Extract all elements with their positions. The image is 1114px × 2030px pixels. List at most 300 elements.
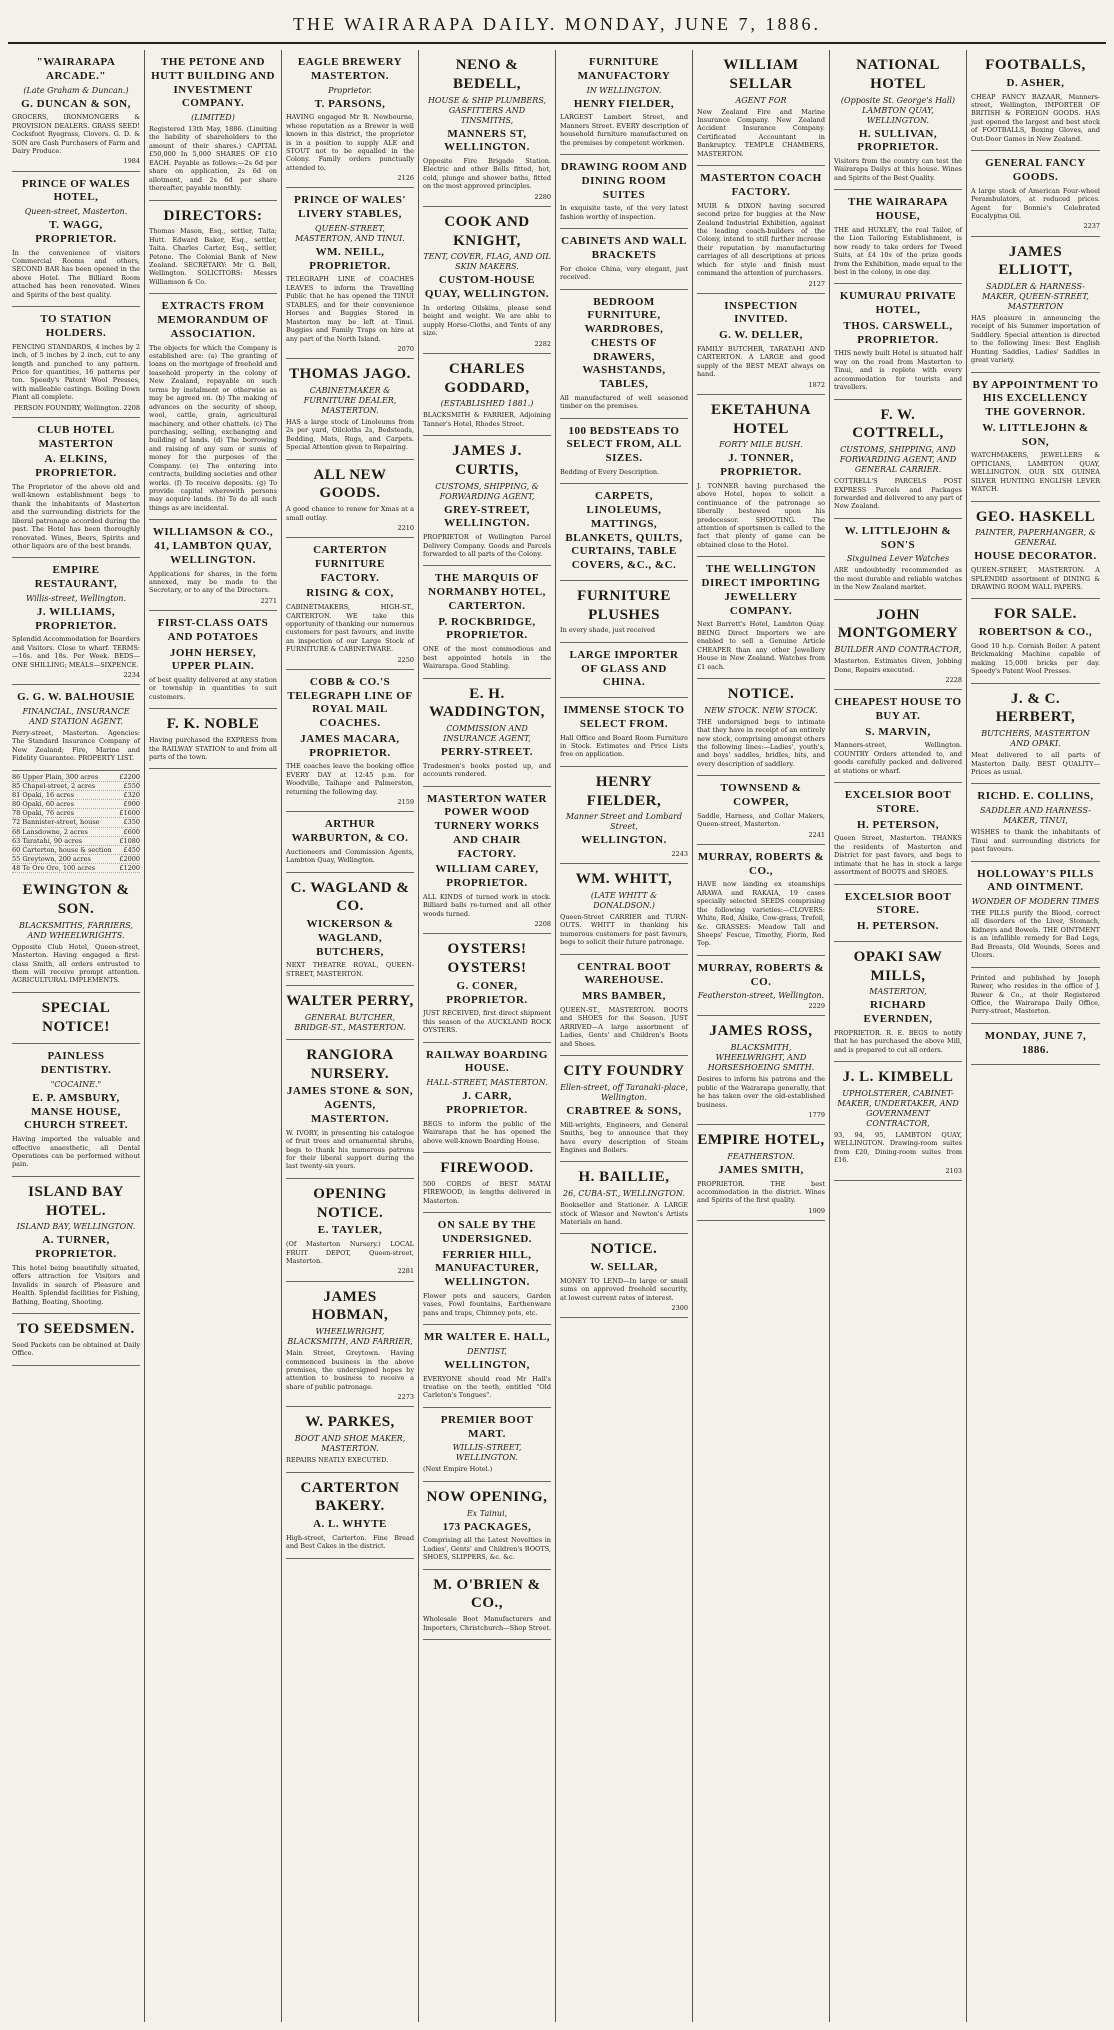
ad-body: Comprising all the Latest Novelties in Ladies', Gents' and Children's BOOTS, SHOES, SLIPPERS, &c. &c. [423, 1536, 551, 1562]
property-price: £1200 [119, 864, 140, 872]
property-item: 68 Lansdowne, 2 acres [12, 827, 88, 836]
advertisement [971, 1024, 1100, 1066]
newspaper-column [145, 50, 282, 2022]
ad-headline: INSPECTION INVITED. [724, 299, 798, 326]
ad-ref-number: 2237 [1083, 222, 1100, 231]
advertisement [971, 862, 1100, 968]
ad-body: Thomas Mason, Esq., settler, Taita; Hutt. Edward Baker, Esq., settler, Taita. Charles Carter, Esq., settler, Petone. The Colonial Bank of New Zealand. SECRETARY: Mr G. Bell, Wellington. SOLICITORS: Messrs Williamson & Co. [149, 227, 277, 286]
ad-name: WELLINGTON, [444, 1358, 530, 1371]
advertisement [149, 294, 277, 520]
property-item: 72 Bannister-street, house [12, 818, 100, 827]
ad-body: JUST RECEIVED, first direct shipment this season of the AUCKLAND ROCK OYSTERS. [423, 1009, 551, 1035]
ad-subheading: Manner Street and Lombard Street, [565, 812, 683, 832]
ad-body: Splendid Accommodation for Boarders and Visitors. Close to wharf. TERMS:—16s. and 18s. Per Week. BEDS—ONE SHILLING; MEALS—SIXPENCE. [12, 635, 140, 669]
ad-body: A good chance to renew for Xmas at a small outlay. [286, 505, 414, 522]
ad-headline: NOW OPENING, [426, 1488, 548, 1505]
ad-headline: CARTERTON FURNITURE FACTORY. [313, 544, 387, 584]
advertisement [834, 942, 962, 1062]
ad-subheading: (Opposite St. George's Hall) LAMBTON QUAY, WELLINGTON. [840, 95, 956, 125]
advertisement [423, 436, 551, 566]
ad-name: JAMES STONE & SON, AGENTS, MASTERTON. [286, 1085, 414, 1125]
ad-headline: W. PARKES, [305, 1414, 395, 1431]
ad-body: NEXT THEATRE ROYAL, QUEEN-STREET, MASTERTON. [286, 961, 414, 978]
advertisement [971, 784, 1100, 861]
advertisement [560, 229, 688, 289]
ad-headline: M. O'BRIEN & CO., [433, 1576, 541, 1612]
ad-headline: KUMURAU PRIVATE HOTEL, [839, 290, 957, 317]
property-item: 63 Taratahi, 90 acres [12, 836, 83, 845]
ad-name: 173 PACKAGES, [442, 1520, 532, 1533]
ad-name: E. P. AMSBURY, MANSE HOUSE, CHURCH STREET. [24, 1091, 128, 1132]
ad-subheading: SADDLER AND HARNESS-MAKER, TINUI, [980, 806, 1091, 826]
ad-body: EVERYONE should read Mr Hall's treatise on the teeth, entitled "Old Carleton's Tongues". [423, 1374, 551, 1400]
advertisement [971, 599, 1100, 683]
ad-body: of best quality delivered at any station or township in quantities to suit customers. [149, 676, 277, 701]
newspaper-column [8, 50, 145, 2022]
advertisement [149, 611, 277, 709]
ad-body: QUEEN-ST., MASTERTON. BOOTS and SHOES for the Season. JUST ARRIVED—A large assortment of Ladies, Gents' and Children's Boots and Shoes. [560, 1005, 688, 1048]
ad-body: ARE undoubtedly recommended as the most durable and reliable watches in the New Zealand market. [834, 566, 962, 592]
ad-name: WILLIAMSON & CO., 41, LAMBTON QUAY, WELLINGTON. [152, 526, 274, 566]
ad-body: W. IVORY, in presenting his catalogue of fruit trees and ornamental shrubs, begs to thank his numerous patrons for their liberal support during the last twenty-six years. [286, 1128, 414, 1171]
ad-headline: E. H. WADDINGTON, [429, 685, 545, 721]
ad-headline: CLUB HOTEL MASTERTON [37, 423, 115, 450]
ad-body: LARGEST Lambert Street, and Manners Street. EVERY description of household furniture manufactured on the premises by competent workmen. [560, 113, 688, 147]
ad-headline: PREMIER BOOT MART. [440, 1413, 534, 1440]
ad-subheading: AGENT FOR [735, 95, 787, 105]
advertisement [834, 600, 962, 691]
ad-headline: TO SEEDSMEN. [17, 1321, 135, 1337]
ad-body: GROCERS, IRONMONGERS & PROVISION DEALERS. GRASS SEED! Cocksfoot Ryegrass, Clovers. G. D. & SON are Cash Purchasers of Farm and Dairy Produce. [12, 113, 140, 155]
ad-subheading: COMMISSION AND INSURANCE AGENT, [443, 724, 531, 743]
ad-headline: CARTERTON BAKERY. [300, 1479, 400, 1515]
ad-body: Saddle, Harness, and Collar Makers, Queen-street, Masterton. [697, 811, 825, 829]
ad-body: In every shade, just received [560, 626, 655, 635]
property-row [12, 782, 140, 791]
ad-body: In ordering Oilskins, please send height and weight. We are able to supply Horse-Cloths, and Tents of any size. [423, 303, 551, 338]
ad-subheading: MASTERTON, [869, 987, 927, 997]
ad-body: BLACKSMITH & FARRIER, Adjoining Tanner's Hotel, Rhodes Street. [423, 411, 551, 428]
ad-headline: CARPETS, LINOLEUMS, MATTINGS, BLANKETS, QUILTS, CURTAINS, TABLE COVERS, &C., &C. [565, 490, 683, 572]
advertisement [834, 519, 962, 600]
ad-body: Tradesmen's books posted up, and accounts rendered. [423, 761, 551, 779]
ad-body: The objects for which the Company is established are: (a) The granting of loans on the mortgage of freehold and leasehold property in the colony of New Zealand, repayable on such terms by instalment or otherwise as may be agreed on. (b) The making of advances on the security of sheep, wool, cattle, grain, agricultural machinery, and other chattels. (c) The purchasing, selling, exchanging and building of lands. (d) The borrowing and raising of any sum or sums of money for the purposes of the Company. (e) The entering into contracts, building societies and other works. (f) To receive deposits. (g) To provide capital wherewith persons may acquire lands. (h) To do all such things as are incidental. [149, 343, 277, 512]
ad-body: Applications for shares, in the form annexed, may be made to the Secretary, or to any of the Directors. [149, 569, 277, 595]
advertisement [834, 885, 962, 942]
ad-ref-number: 2159 [397, 798, 414, 807]
ad-subheading: HOUSE & SHIP PLUMBERS, GASFITTERS AND TINSMITHS, [427, 95, 547, 125]
ad-headline: DRAWING ROOM AND DINING ROOM SUITES [560, 161, 688, 201]
ad-name: HENRY FIELDER, [573, 97, 675, 110]
advertisement [286, 812, 414, 872]
ad-body: 93, 94, 95, LAMBTON QUAY, WELLINGTON. Drawing-room suites from £20, Dining-room suites from £16. [834, 1130, 962, 1165]
ad-body: HAS pleasure in announcing the receipt of his Summer importation of Saddlery. Special attention is directed to the following lines: Best English Hunting Saddles, Ladies' Saddles in great variety. [971, 314, 1100, 365]
ad-headline: OPENING NOTICE. [313, 1185, 387, 1221]
ad-body: Manners-street, Wellington. COUNTRY Orders attended to, and goods carefully packed and delivered at stations or wharf. [834, 741, 962, 775]
ad-ref-number: 2234 [123, 671, 140, 680]
advertisement [834, 690, 962, 783]
ad-headline: RICHD. E. COLLINS, [977, 790, 1094, 803]
ad-subheading: BUTCHERS, MASTERTON AND OPAKI. [981, 729, 1090, 749]
advertisement [12, 875, 140, 993]
advertisement [697, 50, 825, 166]
advertisement [697, 1016, 825, 1125]
ad-body: Good 10 h.p. Cornish Boiler. A patent Brickmaking Machine capable of making 15,000 bricks per day. Speedy's Patent Wool Presses. [971, 641, 1100, 676]
ad-ref-number: 2271 [260, 596, 277, 605]
ad-headline: MASTERTON WATER POWER WOOD TURNERY WORKS AND CHAIR FACTORY. [427, 792, 547, 860]
ad-body: J. TONNER having purchased the above Hotel, hopes to solicit a continuance of the patronage so liberally bestowed upon his predecessor. SHOOTING. The attention of sportsmen is called to the fact that plenty of game can be obtained close to the Hotel. [697, 481, 825, 549]
advertisement [560, 419, 688, 485]
ad-name: D. ASHER, [1006, 76, 1065, 89]
ad-name: CRABTREE & SONS, [566, 1104, 682, 1117]
property-item: 60 Carterton, house & section [12, 845, 112, 854]
ad-headline: NATIONAL HOTEL [856, 57, 940, 92]
ad-ref-number: 2281 [397, 1267, 414, 1276]
ad-body: FAMILY BUTCHER, TARATAHI AND CARTERTON. A LARGE and good supply of the BEST MEAT always on hand. [697, 344, 825, 379]
ad-body: ONE of the most commodious and best appointed hotels in the Wairarapa. Good Stabling. [423, 645, 551, 671]
ad-name: J. WILLIAMS, PROPRIETOR. [35, 605, 117, 632]
ad-headline: CABINETS AND WALL BRACKETS [561, 235, 687, 261]
ad-headline: JOHN MONTGOMERY [837, 606, 959, 642]
ad-headline: 100 BEDSTEADS TO SELECT FROM, ALL SIZES. [566, 424, 682, 465]
ad-body: Opposite Club Hotel, Queen-street, Masterton. Having engaged a first-class Smith, all orders entrusted to them will receive prompt attention. AGRICULTURAL IMPLEMENTS. [12, 942, 140, 985]
ad-body: Having imported the valuable and effective anaesthetic, all Dental Operations can be performed without pain. [12, 1135, 140, 1169]
property-price: £2200 [119, 772, 140, 781]
advertisement [697, 557, 825, 679]
advertisement [12, 1314, 140, 1366]
ad-name: ROBERTSON & CO., [978, 626, 1093, 639]
ad-name: P. ROCKBRIDGE, PROPRIETOR. [438, 615, 536, 642]
ad-body: Seed Packets can be obtained at Daily Office. [12, 1340, 140, 1358]
ad-subheading: Willis-street, Wellington. [25, 593, 127, 603]
ad-headline: FURNITURE MANUFACTORY [577, 56, 671, 82]
ad-headline: ON SALE BY THE UNDERSIGNED. [437, 1219, 537, 1245]
ad-body: MONEY TO LEND—In large or small sums on approved freehold security, at lowest current rates of interest. [560, 1276, 688, 1302]
ad-name: A. TURNER, PROPRIETOR. [35, 1234, 117, 1261]
ad-body: REPAIRS NEATLY EXECUTED. [286, 1456, 389, 1465]
ad-headline: THOMAS JAGO. [289, 366, 411, 383]
advertisement [423, 934, 551, 1042]
ad-name: T. WAGG, PROPRIETOR. [35, 219, 117, 245]
ad-name: J. CARR, PROPRIETOR. [446, 1090, 528, 1116]
advertisement [971, 237, 1100, 373]
advertisement [423, 1408, 551, 1482]
property-price: £320 [123, 791, 140, 799]
ad-ref-number: 2126 [397, 174, 414, 183]
advertisement [286, 538, 414, 670]
advertisement [12, 993, 140, 1045]
ad-subheading: Proprietor. [328, 85, 372, 95]
ad-body: For choice China, very elegant, just received. [560, 264, 688, 282]
ad-body: A large stock of American Four-wheel Perambulators, at reduced prices. Agent for Bonnie's Celebrated Eucalyptus Oil. [971, 186, 1100, 220]
ad-name: FERRIER HILL, MANUFACTURER, WELLINGTON. [435, 1248, 539, 1288]
advertisement [834, 783, 962, 884]
ad-headline: OPAKI SAW MILLS, [853, 948, 943, 984]
ad-ref-number: 1984 [123, 157, 140, 166]
property-price: £450 [123, 845, 140, 854]
ad-body: CABINETMAKERS, HIGH-ST., CARTERTON. WE take this opportunity of thanking our numerous customers for past favours, and invite an inspection of our Large Stock of FURNITURE & CABINETWARE. [286, 603, 414, 654]
ad-name: THOS. CARSWELL, PROPRIETOR. [843, 319, 953, 346]
advertisement [12, 307, 140, 418]
advertisement [12, 558, 140, 685]
advertisement [423, 1570, 551, 1640]
ad-headline: COOK AND KNIGHT, [444, 213, 530, 249]
ad-headline: FOOTBALLS, [985, 57, 1086, 73]
ad-subheading: CUSTOMS, SHIPPING, AND FORWARDING AGENT, AND GENERAL CARRIER. [839, 445, 957, 475]
ad-subheading: Ellen-street, off Taranaki-place, Wellington. [560, 1082, 688, 1102]
advertisement [834, 400, 962, 519]
ad-subheading: CABINETMAKER & FURNITURE DEALER, MASTERTON. [303, 385, 397, 415]
advertisement [12, 1044, 140, 1177]
ad-headline: MR WALTER E. HALL, [423, 1331, 551, 1344]
ad-headline: WILLIAM SELLAR [723, 57, 799, 92]
advertisement [971, 151, 1100, 236]
ad-body: THIS newly built Hotel is situated half way on the road from Masterton to Tinui, and is replete with every accommodation for tourists and travellers. [834, 349, 962, 392]
property-row [12, 828, 140, 837]
advertisement [834, 190, 962, 284]
ad-name: MRS BAMBER, [582, 990, 666, 1003]
ad-headline: CHEAPEST HOUSE TO BUY AT. [834, 696, 962, 722]
ad-subheading: 26, CUBA-ST., WELLINGTON. [563, 1189, 685, 1199]
ad-body: Bookseller and Stationer. A LARGE stock of Winsor and Newton's Artists Materials on hand. [560, 1201, 688, 1226]
ad-subheading: (LATE WHITT & DONALDSON.) [590, 890, 658, 910]
ad-body: WATCHMAKERS, JEWELLERS & OPTICIANS, LAMBTON QUAY, WELLINGTON. OUR SIX GUINEA SILVER HUNTING ENGLISH LEVER WATCH. [971, 451, 1100, 494]
ad-subheading: FORTY MILE BUSH. [719, 440, 803, 450]
ad-ref-number: 2208 [534, 920, 551, 929]
advertisement [560, 864, 688, 955]
ad-headline: ALL NEW GOODS. [313, 466, 387, 502]
newspaper-column [419, 50, 556, 2022]
property-row [12, 818, 140, 827]
ad-headline: DIRECTORS: [163, 207, 263, 224]
ad-subheading: Ex Tainui, [466, 1508, 508, 1518]
ad-name: MANNERS ST, WELLINGTON. [444, 127, 530, 154]
ad-ref-number: 1779 [808, 1110, 825, 1119]
ad-name: W. SELLAR, [590, 1261, 658, 1274]
ad-name: G. DUNCAN & SON, [21, 97, 131, 110]
advertisement [423, 1043, 551, 1153]
ad-headline: RAILWAY BOARDING HOUSE. [425, 1048, 548, 1075]
ad-headline: MONDAY, JUNE 7, 1886. [984, 1029, 1087, 1056]
ad-headline: NOTICE. [727, 685, 795, 702]
ad-ref-number: 2300 [671, 1304, 688, 1313]
advertisement [286, 1179, 414, 1282]
advertisement [423, 1213, 551, 1325]
advertisement [149, 709, 277, 769]
ad-name: JAMES SMITH, [718, 1163, 804, 1176]
ad-headline: RANGIORA NURSERY. [306, 1046, 394, 1082]
ad-headline: CENTRAL BOOT WAREHOUSE. [577, 960, 671, 987]
ad-body: CHEAP FANCY BAZAAR, Manners-street, Wellington, IMPORTER OF BRITISH & FOREIGN GOODS. HAS just opened the largest and best stock of FOOTBALLS, Boxing Gloves, and Out-Door Games in New Zealand. [971, 92, 1100, 143]
newspaper-column [967, 50, 1104, 2022]
ad-headline: EAGLE BREWERY MASTERTON. [297, 56, 403, 82]
advertisement [560, 698, 688, 767]
ad-headline: EXCELSIOR BOOT STORE. [844, 789, 952, 815]
advertisement [971, 373, 1100, 502]
ad-body: Mill-wrights, Engineers, and General Smiths, beg to announce that they have every description of Steam Engines and Boilers. [560, 1120, 688, 1154]
property-item: 78 Opaki, 76 acres [12, 809, 74, 818]
advertisement [423, 787, 551, 935]
advertisement [286, 1407, 414, 1472]
newspaper-column [693, 50, 830, 2022]
ad-subheading: FEATHERSTON. [727, 1151, 795, 1161]
ad-headline: HOLLOWAY'S PILLS AND OINTMENT. [977, 867, 1094, 894]
property-row [12, 837, 140, 846]
advertisement [149, 50, 277, 201]
ad-headline: "WAIRARAPA ARCADE." [36, 56, 116, 82]
advertisement [286, 359, 414, 460]
property-item: 55 Greytown, 200 acres [12, 854, 91, 863]
ad-subheading: (ESTABLISHED 1881.) [440, 399, 534, 409]
advertisement [560, 767, 688, 864]
ad-headline: JAMES ELLIOTT, [998, 243, 1073, 279]
ad-subheading: Queen-street, Masterton. [24, 207, 128, 217]
advertisement [834, 284, 962, 399]
ad-subheading: PAINTER, PAPERHANGER, & GENERAL [975, 528, 1096, 548]
ad-ref-number: 1872 [808, 380, 825, 389]
ad-name: S. MARVIN, [865, 725, 931, 738]
newspaper-column [830, 50, 967, 2022]
ad-name: WM. NEILL, PROPRIETOR. [309, 245, 391, 272]
ad-subheading: WILLIS-STREET, WELLINGTON. [452, 1443, 522, 1463]
advertisement [12, 418, 140, 559]
ad-subheading: BLACKSMITHS, FARRIERS, AND WHEELWRIGHTS. [19, 920, 133, 940]
ad-headline: BY APPOINTMENT TO HIS EXCELLENCY THE GOVERNOR. [972, 378, 1099, 419]
ad-name: W. LITTLEJOHN & SON, [982, 421, 1089, 448]
ad-body: All manufactured of well seasoned timber on the premises. [560, 393, 688, 411]
ad-body: Queen Street, Masterton. THANKS the residents of Masterton and District for past favors, and begs to intimate that he has in stock a large assortment of BOOTS and SHOES. [834, 834, 962, 877]
ad-body: HAVING engaged Mr R. Newbourne, whose reputation as a Brewer is well known in this district, the proprietor is in a position to supply ALE and STOUT not to be equalled in the Colony. Family orders punctually attended to. [286, 113, 414, 172]
newspaper-column [282, 50, 419, 2022]
ad-subheading: (LIMITED) [191, 113, 235, 122]
ad-headline: PRINCE OF WALES' LIVERY STABLES, [294, 194, 406, 221]
ad-subheading: WHEELWRIGHT, BLACKSMITH, AND FARRIER, [287, 1327, 413, 1347]
ad-body: Visitors from the country can test the Wairarapa Dailys at this house. Wines and Spirits of the Best Quality. [834, 157, 962, 182]
property-item: 81 Opaki, 16 acres [12, 791, 74, 799]
ad-body: The Proprietor of the above old and well-known establishment begs to thank the inhabitants of Masterton and the surrounding districts for the liberal patronage accorded during the past. The Hotel has been thoroughly renovated. Wines, Beers, Spirits and other liquors are of the best brands. [12, 482, 140, 550]
advertisement [697, 166, 825, 294]
advertisement [971, 502, 1100, 600]
property-price: £900 [123, 800, 140, 809]
property-item: 80 Opaki, 60 acres [12, 800, 74, 809]
advertisement [560, 643, 688, 698]
ad-body: In exquisite taste, of the very latest fashion worthy of inspection. [560, 204, 688, 221]
ad-ref-number: PERSON FOUNDRY, Wellington. 2208 [13, 403, 140, 412]
advertisement [834, 1062, 962, 1181]
ad-headline: WALTER PERRY, [286, 993, 414, 1010]
ad-name: A. ELKINS, PROPRIETOR. [35, 453, 117, 480]
ad-ref-number: 2127 [808, 279, 825, 288]
ad-body: COTTRELL'S PARCELS POST EXPRESS Parcels and Packages forwarded and delivered to any part of New Zealand. [834, 477, 962, 511]
advertisement [560, 581, 688, 643]
ad-ref-number: 2282 [534, 339, 551, 348]
ad-headline: FOR SALE. [994, 606, 1077, 623]
property-item: 86 Upper Plain, 300 acres [12, 772, 99, 781]
advertisement [423, 1482, 551, 1570]
ad-body: THE and HUXLEY, the real Tailor, of the Lion Tailoring Establishment, is now ready to take orders for Tweed Suits, at £4 10s of the prize goods from the Exhibition, made equal to the best in the colony, in one day. [834, 225, 962, 276]
ad-body: Next Barrett's Hotel, Lambton Quay. BEING Direct Importers we are enabled to sell a Genuine Article CHEAPER than any other Jewellery House in New Zealand. Watches from £1 each. [697, 620, 825, 671]
ad-headline: C. WAGLAND & CO. [290, 879, 410, 915]
advertisement [971, 50, 1100, 151]
ad-headline: PAINLESS DENTISTRY. [40, 1050, 112, 1077]
ad-subheading: ISLAND BAY, WELLINGTON. [16, 1222, 136, 1232]
ad-subheading: BLACKSMITH, WHEELWRIGHT, AND HORSESHOEING SMITH. [707, 1043, 815, 1073]
ad-subheading: WONDER OF MODERN TIMES [971, 897, 1100, 906]
ad-body: Printed and published by Joseph Ruwer, who resides in the office of J. Ruwer & Co., at their Registered Office, the Wairarapa Daily Office, Perry-street, Masterton. [971, 973, 1100, 1016]
ad-headline: GENERAL FANCY GOODS. [985, 157, 1086, 183]
ad-name: E. TAYLER, [317, 1224, 383, 1237]
advertisement [971, 684, 1100, 785]
ad-name: A. L. WHYTE [313, 1518, 387, 1531]
property-price: £2000 [119, 854, 140, 863]
advertisement [286, 1473, 414, 1559]
ad-subheading: CUSTOMS, SHIPPING, & FORWARDING AGENT, [435, 481, 539, 501]
ad-headline: EWINGTON & SON. [22, 882, 130, 917]
advertisement [149, 201, 277, 295]
ad-subheading: (Late Graham & Duncan.) [23, 85, 129, 95]
ad-body: BEGS to inform the public of the Wairarapa that he has opened the above well-known Boarding House. [423, 1119, 551, 1145]
property-item: 85 Chapel-street, 2 acres [12, 781, 96, 790]
advertisement [697, 776, 825, 845]
ad-headline: SPECIAL NOTICE! [41, 999, 111, 1035]
ad-subheading: Sixguinea Lever Watches [846, 554, 950, 564]
property-row [12, 791, 140, 800]
advertisement [560, 1056, 688, 1162]
ad-headline: EKETAHUNA HOTEL [710, 401, 812, 437]
ad-body: WISHES to thank the inhabitants of Tinui and surrounding districts for past favours. [971, 828, 1100, 854]
advertisement [149, 520, 277, 611]
ad-headline: THE MARQUIS OF NORMANBY HOTEL, CARTERTON. [428, 572, 546, 612]
ad-subheading: BOOT AND SHOE MAKER, MASTERTON. [294, 1434, 406, 1454]
advertisement [423, 354, 551, 436]
ad-headline: COBB & CO.'S TELEGRAPH LINE OF ROYAL MAIL COACHES. [287, 675, 413, 730]
advertisement [560, 484, 688, 581]
ad-subheading: BUILDER AND CONTRACTOR, [834, 645, 962, 655]
ad-headline: CITY FOUNDRY [563, 1063, 685, 1080]
ad-ref-number: 2210 [397, 523, 414, 532]
ad-body: HAS a large stock of Linoleums from 2s per yard, Oilcloths 2s, Bedsteads, Bedding, Mats, Rugs, and Carpets. Special Attention given to Repairing. [286, 417, 414, 452]
ad-headline: OYSTERS! OYSTERS! [447, 941, 527, 977]
ad-name: GREY-STREET, WELLINGTON. [444, 503, 530, 530]
ad-body: This hotel being beautifully situated, offers attraction for Visitors and Invalids in search of Pleasure and Health. Splendid facilities for Fishing, Bathing, Boating, Shooting. [12, 1263, 140, 1306]
ad-headline: EMPIRE HOTEL, [697, 1132, 825, 1149]
ad-body: THE PILLS purify the Blood, correct all disorders of the Liver, Stomach, Kidneys and Bowels. THE OINTMENT is an infallible remedy for Bad Legs, Bad Breasts, Old Wounds, Sores and Ulcers. [971, 909, 1100, 960]
advertisement [423, 50, 551, 207]
ad-subheading: FINANCIAL, INSURANCE AND STATION AGENT. [22, 707, 130, 726]
ad-name: H. PETERSON. [856, 920, 940, 933]
property-row [12, 773, 140, 782]
ad-headline: WM. WHITT, [575, 871, 673, 888]
advertisement [697, 395, 825, 558]
ad-subheading: DENTIST, [467, 1346, 507, 1356]
ad-body: Having purchased the EXPRESS from the RAILWAY STATION to and from all parts of the town. [149, 736, 277, 761]
ad-headline: LARGE IMPORTER OF GLASS AND CHINA. [569, 648, 679, 689]
property-price: £1600 [119, 809, 140, 818]
ad-name: PERRY-STREET. [441, 746, 533, 758]
ad-ref-number: 2070 [397, 344, 414, 353]
ad-body: FENCING STANDARDS, 4 inches by 2 inch, of 5 inches by 2 inch, cut to any length and punched to any pattern. Price for quantities, 16 patterns per ton. Speedy's Patent Wool Presses, with malleable castings. Boiling Down Plant all complete. [12, 342, 140, 402]
advertisement [286, 1282, 414, 1408]
advertisement [12, 685, 140, 771]
ad-ref-number: 2280 [534, 192, 551, 201]
ad-subheading: "COCAINE." [50, 1079, 102, 1089]
ad-headline: ISLAND BAY HOTEL. [28, 1183, 124, 1219]
ad-body: PROPRIETOR of Wellington Parcel Delivery Company. Goods and Parcels forwarded to all parts of the Colony. [423, 533, 551, 558]
ad-subheading: SADDLER & HARNESS-MAKER, QUEEN-STREET, MASTERTON [982, 282, 1089, 311]
property-price: £550 [123, 781, 140, 790]
ad-headline: H. BAILLIE, [578, 1169, 670, 1186]
property-row [12, 855, 140, 864]
